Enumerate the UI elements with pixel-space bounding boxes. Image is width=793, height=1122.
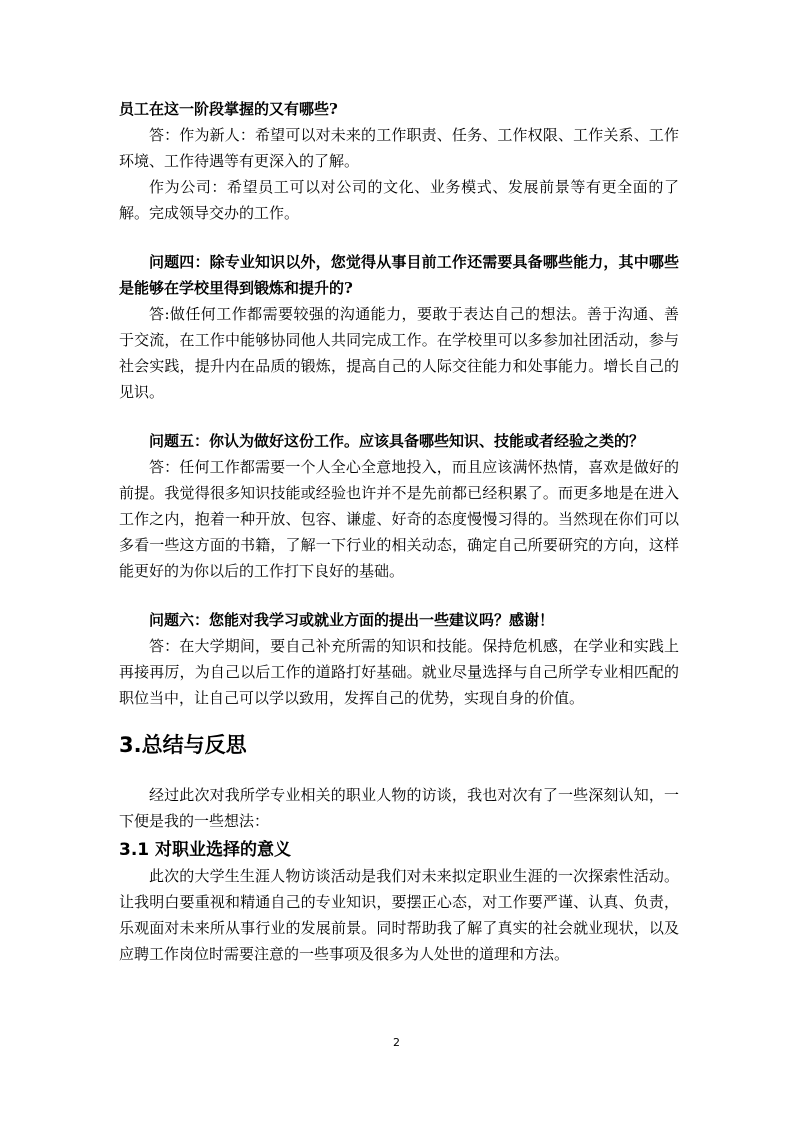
answer-5: 答：任何工作都需要一个人全心全意地投入，而且应该满怀热情，喜欢是做好的前提。我觉得很多知识技能或经验也许并不是先前都已经积累了。而更多地是在进入工作之内，抱着一种开放、包容、谦虚、好奇的态度慢慢习得的。当然现在你们可以多看一些这方面的书籍，了解一下行业的相关动态，确定自己所要研究的方向，这样能更好的为你以后的工作打下良好的基础。 <box>119 458 679 580</box>
subsection-text-career-choice: 此次的大学生生涯人物访谈活动是我们对未来拟定职业生涯的一次探索性活动。让我明白要重视和精通自己的专业知识，要摆正心态，对工作要严谨、认真、负责，乐观面对未来所从事行业的发展前景。同时帮助我了解了真实的社会就业现状，以及应聘工作岗位时需要注意的一些事项及很多为人处世的道理和方法。 <box>119 867 679 963</box>
answer-6: 答：在大学期间，要自己补充所需的知识和技能。保持危机感，在学业和实践上再接再厉，为自己以后工作的道路打好基础。就业尽量选择与自己所学专业相匹配的职位当中，让自己可以学以致用，发挥自己的优势，实现自身的价值。 <box>119 637 679 707</box>
section-heading-summary: 3.总结与反思 <box>119 733 247 757</box>
question-6: 问题六：您能对我学习或就业方面的提出一些建议吗？感谢！ <box>149 611 555 629</box>
answer-3-company: 作为公司：希望员工可以对公司的文化、业务模式、发展前景等有更全面的了解。完成领导交办的工作。 <box>119 178 679 222</box>
answer-3-newcomer: 答：作为新人：希望可以对未来的工作职责、任务、工作权限、工作关系、工作环境、工作待遇等有更深入的了解。 <box>119 126 679 170</box>
summary-intro: 经过此次对我所学专业相关的职业人物的访谈，我也对次有了一些深刻认知，一下便是我的一些想法： <box>119 786 679 830</box>
question-3-tail: 员工在这一阶段掌握的又有哪些? <box>119 100 338 118</box>
page-number: 2 <box>393 1036 400 1049</box>
subsection-heading-career-choice: 3.1 对职业选择的意义 <box>119 840 292 860</box>
answer-4: 答:做任何工作都需要较强的沟通能力，要敢于表达自己的想法。善于沟通、善于交流，在工作中能够协同他人共同完成工作。在学校里可以多参加社团活动，参与社会实践，提升内在品质的锻炼，提高自己的人际交往能力和处事能力。增长自己的见识。 <box>119 305 679 401</box>
question-4: 问题四：除专业知识以外，您觉得从事目前工作还需要具备哪些能力，其中哪些是能够在学校里得到锻炼和提升的? <box>119 253 679 297</box>
page-content <box>119 96 679 967</box>
question-5: 问题五：你认为做好这份工作。应该具备哪些知识、技能或者经验之类的？ <box>149 432 645 450</box>
